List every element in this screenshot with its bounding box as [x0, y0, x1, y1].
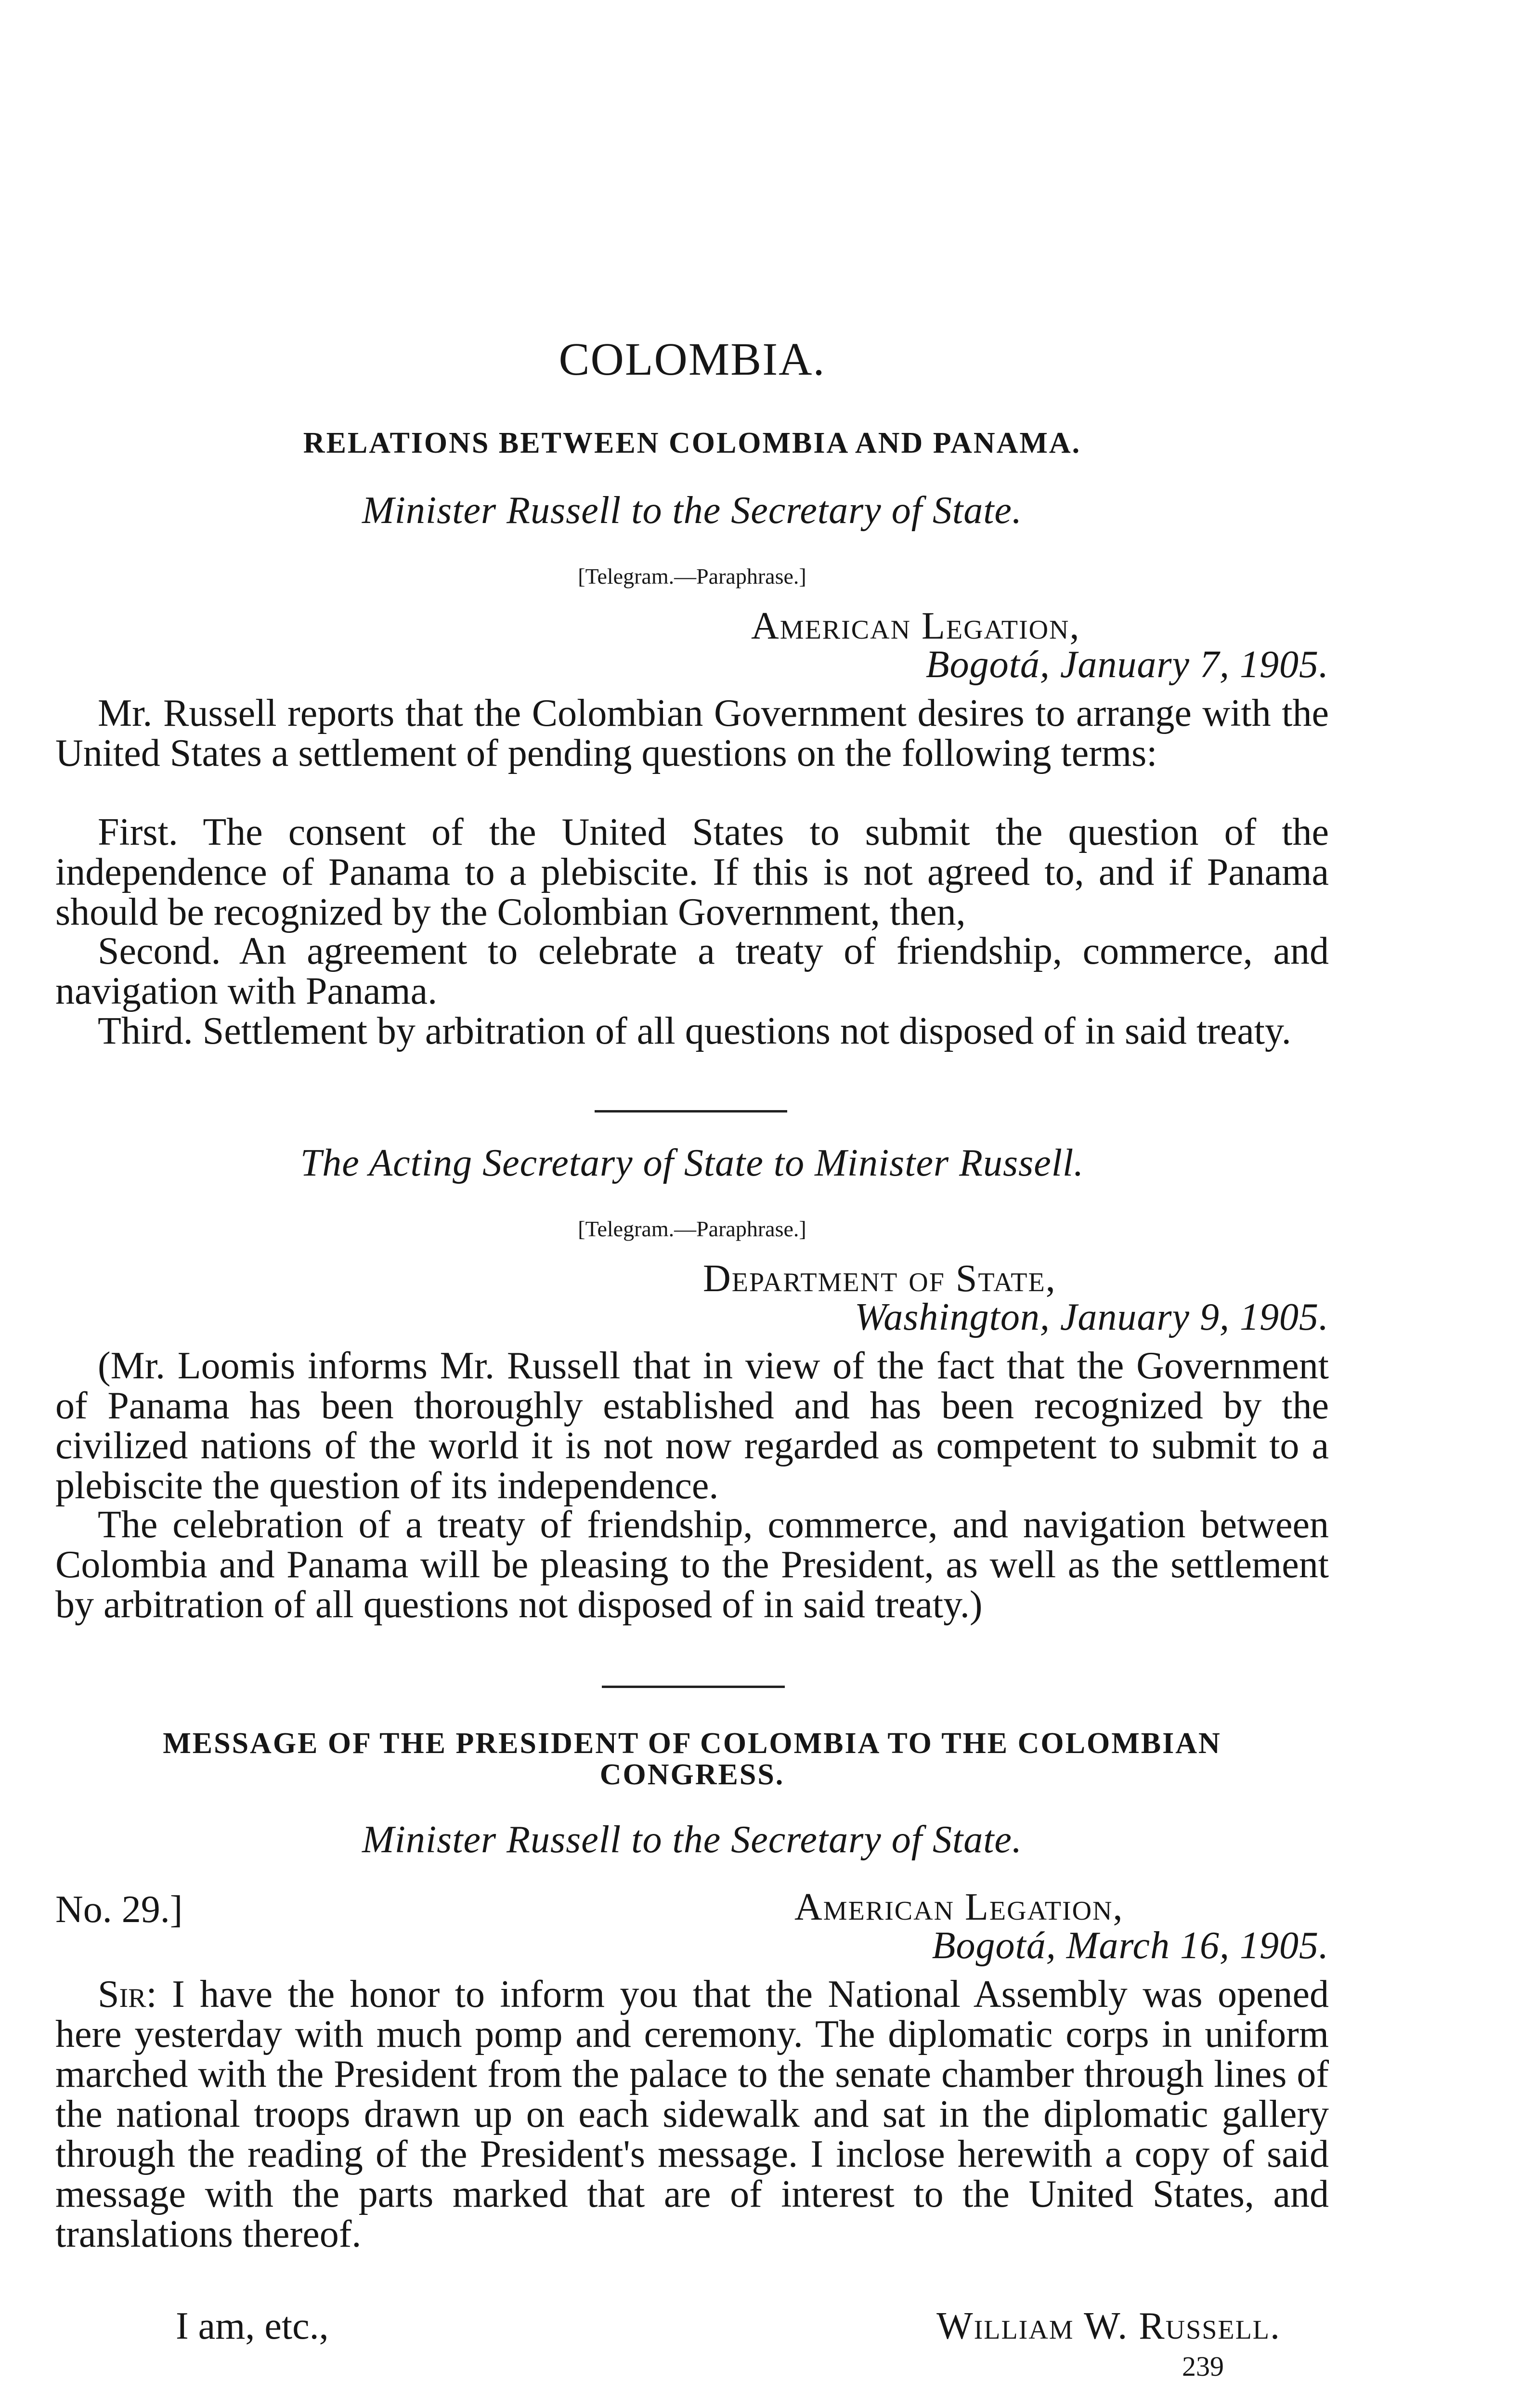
dateline-1: Bogotá, January 7, 1905.	[925, 643, 1329, 686]
salutation: Sir:	[98, 1973, 157, 2015]
letter-title-2: The Acting Secretary of State to Minister Russell.	[300, 1142, 1084, 1184]
section-heading-message-line2: CONGRESS.	[599, 1758, 785, 1791]
paragraph-1-3: Second. An agreement to celebrate a treaty of friendship, commerce, and navigation with Panama.	[55, 930, 1329, 1012]
paragraph-1-4: Third. Settlement by arbitration of all questions not disposed of in said treaty.	[98, 1010, 1291, 1052]
page-number: 239	[1182, 2351, 1224, 2382]
sender-1: American Legation,	[751, 605, 1080, 647]
paragraph-2-1: (Mr. Loomis informs Mr. Russell that in view of the fact that the Government of Panama has been thoroughly established and has been recognized by the civilized nations of the world it is not now regarded as competent to submit to a plebiscite the question of its independence.	[55, 1345, 1329, 1507]
telegram-note-1: [Telegram.—Paraphrase.]	[578, 564, 806, 589]
paragraph-1-1: Mr. Russell reports that the Colombian Government desires to arrange with the United States a settlement of pending questions on the following terms:	[55, 692, 1329, 774]
dateline-2: Washington, January 9, 1905.	[854, 1296, 1329, 1338]
section-heading-relations: RELATIONS BETWEEN COLOMBIA AND PANAMA.	[303, 427, 1081, 459]
separator-rule-1	[595, 1110, 787, 1112]
document-number: No. 29.]	[55, 1888, 183, 1931]
separator-rule-2	[602, 1686, 785, 1688]
telegram-note-2: [Telegram.—Paraphrase.]	[578, 1217, 806, 1241]
document-page	[55, 0, 1329, 2408]
signature: William W. Russell.	[936, 2305, 1281, 2347]
paragraph-2-2: The celebration of a treaty of friendship, commerce, and navigation between Colombia and Panama will be pleasing to the President, as well as the settlement by arbitration of all questions not disposed of in said treaty.)	[55, 1504, 1329, 1626]
paragraph-1-2: First. The consent of the United States to submit the question of the independence of Panama to a plebiscite. If this is not agreed to, and if Panama should be recognized by the Colombian Government, then,	[55, 811, 1329, 933]
sender-2: Department of State,	[703, 1257, 1056, 1300]
dateline-3: Bogotá, March 16, 1905.	[932, 1924, 1329, 1967]
sender-3: American Legation,	[794, 1886, 1124, 1928]
letter-title-1: Minister Russell to the Secretary of State.	[362, 489, 1022, 532]
closing: I am, etc.,	[176, 2305, 329, 2347]
paragraph-3-1	[55, 1975, 1329, 2254]
section-heading-message-line1: MESSAGE OF THE PRESIDENT OF COLOMBIA TO THE COLOMBIAN	[163, 1727, 1221, 1760]
country-heading: COLOMBIA.	[559, 333, 826, 385]
letter-title-3: Minister Russell to the Secretary of State.	[362, 1819, 1022, 1861]
paragraph-3-text: I have the honor to inform you that the National Assembly was opened here yesterday with much pomp and ceremony. The diplomatic corps in uniform marched with the President from the palace to the senate chamber through lines of the national troops drawn up on each sidewalk and sat in the diplomatic gallery through the reading of the President's message. I inclose herewith a copy of said message with the parts marked that are of interest to the United States, and translations thereof.	[55, 1973, 1329, 2255]
